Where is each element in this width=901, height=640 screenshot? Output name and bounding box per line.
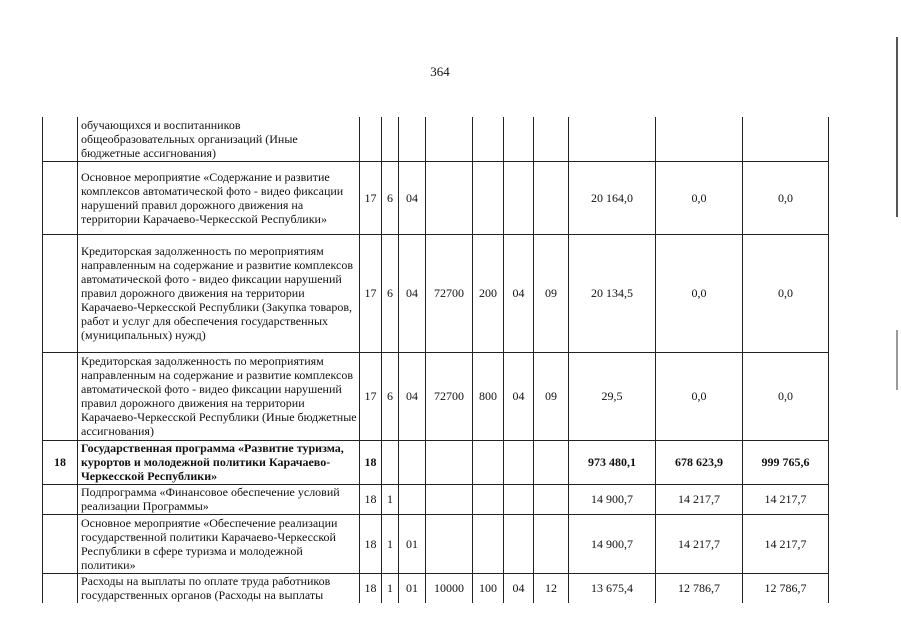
code-vr	[473, 484, 504, 514]
code-gp: 17	[360, 161, 382, 234]
row-name: Основное мероприятие «Содержание и развитие комплексов автоматической фото - видео фиксации нарушений правил дорожного движения на территории Карачаево-Черкесской Республики»	[78, 161, 360, 234]
table-row	[43, 234, 829, 352]
code-pr: 09	[534, 352, 569, 440]
table-row	[43, 352, 829, 440]
row-name: Основное мероприятие «Обеспечение реализации государственной политики Карачаево-Черкесской Республики в сфере туризма и молодежной политики»	[78, 514, 360, 573]
code-pr: 09	[534, 234, 569, 352]
code-direction: 72700	[426, 352, 473, 440]
row-number	[43, 514, 78, 573]
code-om	[399, 117, 426, 161]
code-pp: 1	[382, 573, 399, 603]
scan-edge-mark	[896, 330, 898, 390]
value-year1: 20 164,0	[569, 161, 656, 234]
code-vr	[473, 117, 504, 161]
value-year3: 14 217,7	[743, 514, 829, 573]
code-vr	[473, 514, 504, 573]
code-direction	[426, 117, 473, 161]
code-pr: 12	[534, 573, 569, 603]
code-pp: 6	[382, 352, 399, 440]
value-year3: 0,0	[743, 234, 829, 352]
value-year2: 14 217,7	[656, 484, 743, 514]
code-pr	[534, 161, 569, 234]
code-direction	[426, 161, 473, 234]
code-om: 04	[399, 352, 426, 440]
row-name: Кредиторская задолженность по мероприятиям направленным на содержание и развитие комплексов автоматической фото - видео фиксации нарушений правил дорожного движения на территории Карачаево-Черкесской Республики (Закупка товаров, работ и услуг для обеспечения государственных (муниципальных) нужд)	[78, 234, 360, 352]
value-year3: 0,0	[743, 352, 829, 440]
row-number	[43, 117, 78, 161]
code-om: 04	[399, 161, 426, 234]
code-gp: 18	[360, 514, 382, 573]
row-name: Подпрограмма «Финансовое обеспечение условий реализации Программы»	[78, 484, 360, 514]
code-vr: 100	[473, 573, 504, 603]
code-pp: 1	[382, 484, 399, 514]
code-gp: 17	[360, 352, 382, 440]
row-name: Расходы на выплаты по оплате труда работников государственных органов (Расходы на выплаты	[78, 573, 360, 603]
value-year2: 678 623,9	[656, 440, 743, 484]
row-number	[43, 352, 78, 440]
value-year2: 0,0	[656, 352, 743, 440]
table-row	[43, 573, 829, 603]
row-number	[43, 573, 78, 603]
value-year2: 12 786,7	[656, 573, 743, 603]
code-pp: 1	[382, 514, 399, 573]
code-vr: 800	[473, 352, 504, 440]
code-direction	[426, 484, 473, 514]
code-pr	[534, 484, 569, 514]
code-rz: 04	[504, 352, 534, 440]
code-direction	[426, 514, 473, 573]
code-gp: 17	[360, 234, 382, 352]
value-year3: 0,0	[743, 161, 829, 234]
code-rz	[504, 117, 534, 161]
code-vr	[473, 440, 504, 484]
code-rz	[504, 440, 534, 484]
value-year2: 14 217,7	[656, 514, 743, 573]
value-year1	[569, 117, 656, 161]
value-year2: 0,0	[656, 234, 743, 352]
code-rz	[504, 484, 534, 514]
value-year1: 973 480,1	[569, 440, 656, 484]
code-om	[399, 440, 426, 484]
row-number: 18	[43, 440, 78, 484]
row-number	[43, 484, 78, 514]
code-gp	[360, 117, 382, 161]
value-year1: 14 900,7	[569, 484, 656, 514]
value-year3: 14 217,7	[743, 484, 829, 514]
value-year3: 12 786,7	[743, 573, 829, 603]
table-row	[43, 514, 829, 573]
value-year2	[656, 117, 743, 161]
row-number	[43, 161, 78, 234]
code-vr: 200	[473, 234, 504, 352]
code-gp: 18	[360, 573, 382, 603]
code-rz: 04	[504, 234, 534, 352]
value-year1: 29,5	[569, 352, 656, 440]
code-pp: 6	[382, 161, 399, 234]
code-om: 01	[399, 514, 426, 573]
code-om	[399, 484, 426, 514]
row-name: обучающихся и воспитанников общеобразовательных организаций (Иные бюджетные ассигнования)	[78, 117, 360, 161]
scan-edge-mark	[896, 37, 898, 217]
budget-table	[42, 117, 829, 603]
code-pr	[534, 117, 569, 161]
code-pp	[382, 117, 399, 161]
value-year1: 14 900,7	[569, 514, 656, 573]
table-row	[43, 117, 829, 161]
code-pp: 6	[382, 234, 399, 352]
row-name: Кредиторская задолженность по мероприятиям направленным на содержание и развитие комплексов автоматической фото - видео фиксации нарушений правил дорожного движения на территории Карачаево-Черкесской Республики (Иные бюджетные ассигнования)	[78, 352, 360, 440]
code-om: 04	[399, 234, 426, 352]
code-vr	[473, 161, 504, 234]
code-direction: 10000	[426, 573, 473, 603]
row-name: Государственная программа «Развитие туризма, курортов и молодежной политики Карачаево-Черкесской Республики»	[78, 440, 360, 484]
code-gp: 18	[360, 484, 382, 514]
code-pr	[534, 440, 569, 484]
value-year3	[743, 117, 829, 161]
code-om: 01	[399, 573, 426, 603]
table-row	[43, 161, 829, 234]
code-pp	[382, 440, 399, 484]
code-direction	[426, 440, 473, 484]
page-number: 364	[430, 64, 450, 79]
row-number	[43, 234, 78, 352]
code-rz	[504, 514, 534, 573]
value-year1: 13 675,4	[569, 573, 656, 603]
code-direction: 72700	[426, 234, 473, 352]
code-pr	[534, 514, 569, 573]
table-row	[43, 440, 829, 484]
code-rz: 04	[504, 573, 534, 603]
table-row	[43, 484, 829, 514]
value-year3: 999 765,6	[743, 440, 829, 484]
value-year2: 0,0	[656, 161, 743, 234]
value-year1: 20 134,5	[569, 234, 656, 352]
code-rz	[504, 161, 534, 234]
code-gp: 18	[360, 440, 382, 484]
